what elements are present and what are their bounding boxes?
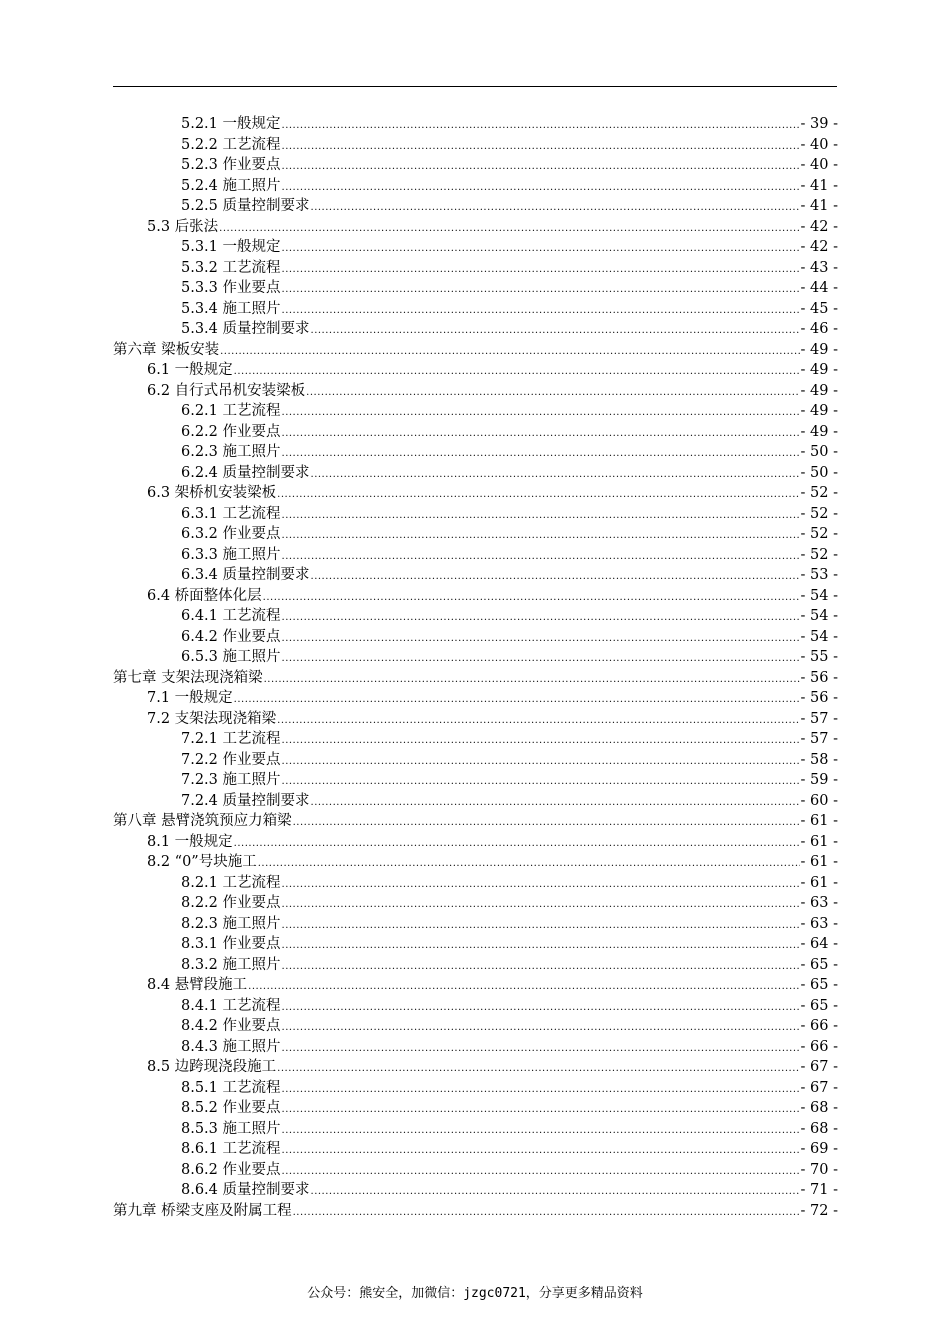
toc-section-entry[interactable] — [113, 217, 838, 238]
toc-section-entry[interactable] — [113, 360, 838, 381]
toc-entry-title: 8.2 “0”号块施工 — [147, 854, 257, 870]
toc-entry-page-number: - 39 - — [800, 116, 838, 132]
toc-subsection-entry[interactable] — [113, 934, 838, 955]
toc-entry-title: 5.3.3 作业要点 — [181, 280, 281, 296]
toc-dot-leader — [282, 1162, 800, 1183]
toc-entry-title: 8.5.2 作业要点 — [181, 1100, 281, 1116]
toc-section-entry[interactable] — [113, 1057, 838, 1078]
toc-entry-page-number: - 61 - — [800, 833, 838, 850]
toc-entry-page-number: - 61 - — [800, 854, 838, 870]
toc-dot-leader — [277, 1059, 799, 1080]
toc-entry-title: 6.3.1 工艺流程 — [181, 505, 281, 522]
toc-dot-leader — [277, 711, 799, 732]
toc-entry-page-number: - 49 - — [800, 403, 838, 419]
toc-entry-page-number: - 70 - — [800, 1161, 838, 1178]
toc-subsection-entry[interactable] — [113, 873, 838, 894]
toc-dot-leader — [277, 485, 799, 506]
toc-entry-title: 8.2.2 作业要点 — [181, 895, 281, 911]
toc-subsection-entry[interactable] — [113, 770, 838, 791]
toc-section-entry[interactable] — [113, 381, 838, 402]
toc-entry-page-number: - 50 - — [800, 444, 838, 460]
toc-entry-page-number: - 54 - — [800, 587, 838, 604]
toc-entry-page-number: - 41 - — [800, 198, 838, 214]
toc-subsection-entry[interactable] — [113, 155, 838, 176]
toc-dot-leader — [282, 649, 800, 670]
toc-subsection-entry[interactable] — [113, 1160, 838, 1181]
toc-entry-title: 6.2.4 质量控制要求 — [181, 464, 310, 481]
toc-entry-page-number: - 71 - — [800, 1182, 838, 1198]
toc-chapter-entry[interactable] — [113, 1201, 838, 1222]
toc-subsection-entry[interactable] — [113, 1139, 838, 1160]
toc-dot-leader — [282, 547, 800, 568]
toc-subsection-entry[interactable] — [113, 791, 838, 812]
toc-entry-title: 5.3.1 一般规定 — [181, 239, 281, 255]
toc-dot-leader — [234, 834, 800, 855]
toc-subsection-entry[interactable] — [113, 114, 838, 135]
toc-subsection-entry[interactable] — [113, 893, 838, 914]
toc-subsection-entry[interactable] — [113, 401, 838, 422]
toc-entry-page-number: - 63 - — [800, 895, 838, 911]
toc-dot-leader — [282, 157, 800, 178]
toc-entry-title: 8.5 边跨现浇段施工 — [147, 1059, 277, 1075]
toc-chapter-entry[interactable] — [113, 811, 838, 832]
toc-dot-leader — [282, 403, 800, 424]
toc-entry-title: 6.2 自行式吊机安装梁板 — [147, 382, 306, 399]
toc-dot-leader — [282, 772, 800, 793]
toc-subsection-entry[interactable] — [113, 299, 838, 320]
toc-entry-page-number: - 42 - — [800, 218, 838, 235]
toc-entry-title: 6.2.3 施工照片 — [181, 444, 281, 460]
toc-entry-title: 8.4.3 施工照片 — [181, 1038, 281, 1055]
toc-entry-page-number: - 40 - — [800, 157, 838, 173]
toc-dot-leader — [282, 957, 800, 978]
toc-dot-leader — [282, 1018, 800, 1039]
toc-entry-title: 8.2.3 施工照片 — [181, 915, 281, 932]
toc-entry-page-number: - 64 - — [800, 936, 838, 952]
toc-subsection-entry[interactable] — [113, 196, 838, 217]
toc-entry-page-number: - 57 - — [800, 731, 838, 747]
toc-entry-title: 8.1 一般规定 — [147, 833, 233, 850]
toc-dot-leader — [282, 875, 800, 896]
toc-section-entry[interactable] — [113, 709, 838, 730]
toc-entry-page-number: - 60 - — [800, 792, 838, 809]
toc-entry-title: 8.4.2 作业要点 — [181, 1018, 281, 1034]
toc-subsection-entry[interactable] — [113, 729, 838, 750]
toc-subsection-entry[interactable] — [113, 647, 838, 668]
toc-entry-title: 7.1 一般规定 — [147, 690, 233, 706]
toc-section-entry[interactable] — [113, 852, 838, 873]
toc-subsection-entry[interactable] — [113, 914, 838, 935]
toc-entry-title: 6.3.2 作业要点 — [181, 526, 281, 542]
toc-entry-page-number: - 49 - — [800, 423, 838, 440]
toc-entry-title: 8.4.1 工艺流程 — [181, 997, 281, 1014]
toc-dot-leader — [282, 936, 800, 957]
toc-entry-title: 8.5.1 工艺流程 — [181, 1079, 281, 1096]
toc-subsection-entry[interactable] — [113, 176, 838, 197]
toc-entry-title: 6.1 一般规定 — [147, 362, 233, 378]
toc-dot-leader — [282, 301, 800, 322]
toc-dot-leader — [248, 977, 799, 998]
toc-entry-title: 5.3 后张法 — [147, 218, 219, 235]
toc-entry-title: 5.2.4 施工照片 — [181, 177, 281, 194]
toc-entry-page-number: - 41 - — [800, 177, 838, 194]
toc-entry-title: 5.3.4 质量控制要求 — [181, 321, 310, 337]
toc-subsection-entry[interactable] — [113, 606, 838, 627]
table-of-contents — [113, 114, 838, 1221]
toc-dot-leader — [282, 1080, 800, 1101]
toc-entry-title: 6.4.1 工艺流程 — [181, 608, 281, 624]
toc-dot-leader — [282, 444, 800, 465]
toc-entry-page-number: - 52 - — [800, 485, 838, 501]
toc-entry-page-number: - 67 - — [800, 1059, 838, 1075]
toc-entry-title: 8.5.3 施工照片 — [181, 1120, 281, 1137]
toc-subsection-entry[interactable] — [113, 565, 838, 586]
toc-dot-leader — [293, 1203, 800, 1224]
toc-entry-title: 第六章 梁板安装 — [113, 341, 220, 358]
toc-subsection-entry[interactable] — [113, 135, 838, 156]
toc-section-entry[interactable] — [113, 975, 838, 996]
toc-entry-page-number: - 66 - — [800, 1018, 838, 1034]
toc-subsection-entry[interactable] — [113, 955, 838, 976]
toc-subsection-entry[interactable] — [113, 545, 838, 566]
toc-dot-leader — [282, 116, 800, 137]
toc-subsection-entry[interactable] — [113, 1180, 838, 1201]
toc-entry-page-number: - 66 - — [800, 1038, 838, 1055]
toc-entry-page-number: - 72 - — [800, 1202, 838, 1219]
toc-subsection-entry[interactable] — [113, 422, 838, 443]
toc-entry-page-number: - 49 - — [800, 341, 838, 358]
toc-entry-title: 6.3 架桥机安装梁板 — [147, 485, 277, 501]
toc-entry-title: 7.2.4 质量控制要求 — [181, 792, 310, 809]
toc-entry-title: 6.4 桥面整体化层 — [147, 587, 262, 604]
toc-dot-leader — [263, 588, 800, 609]
toc-section-entry[interactable] — [113, 483, 838, 504]
toc-subsection-entry[interactable] — [113, 1119, 838, 1140]
toc-section-entry[interactable] — [113, 586, 838, 607]
toc-entry-page-number: - 65 - — [800, 956, 838, 973]
toc-dot-leader — [282, 629, 800, 650]
toc-entry-page-number: - 52 - — [800, 526, 838, 542]
toc-subsection-entry[interactable] — [113, 319, 838, 340]
toc-entry-page-number: - 49 - — [800, 382, 838, 399]
toc-entry-title: 5.2.2 工艺流程 — [181, 136, 281, 153]
toc-entry-title: 8.6.1 工艺流程 — [181, 1141, 281, 1157]
toc-entry-title: 7.2.1 工艺流程 — [181, 731, 281, 747]
toc-dot-leader — [282, 1039, 800, 1060]
toc-entry-page-number: - 54 - — [800, 628, 838, 645]
toc-entry-title: 6.2.2 作业要点 — [181, 423, 281, 440]
header-rule — [113, 86, 837, 87]
toc-entry-title: 5.2.5 质量控制要求 — [181, 198, 310, 214]
toc-dot-leader — [282, 239, 800, 260]
toc-dot-leader — [282, 998, 800, 1019]
toc-entry-title: 第七章 支架法现浇箱梁 — [113, 669, 263, 686]
toc-entry-page-number: - 59 - — [800, 772, 838, 788]
toc-entry-title: 6.3.3 施工照片 — [181, 546, 281, 563]
toc-subsection-entry[interactable] — [113, 1037, 838, 1058]
toc-entry-page-number: - 65 - — [800, 997, 838, 1014]
toc-entry-page-number: - 68 - — [800, 1120, 838, 1137]
toc-entry-page-number: - 54 - — [800, 608, 838, 624]
toc-subsection-entry[interactable] — [113, 1098, 838, 1119]
toc-dot-leader — [311, 321, 800, 342]
toc-entry-page-number: - 63 - — [800, 915, 838, 932]
toc-chapter-entry[interactable] — [113, 340, 838, 361]
toc-entry-page-number: - 69 - — [800, 1141, 838, 1157]
toc-dot-leader — [234, 362, 800, 383]
toc-dot-leader — [219, 219, 799, 240]
toc-entry-page-number: - 68 - — [800, 1100, 838, 1116]
toc-dot-leader — [311, 1182, 800, 1203]
toc-entry-title: 8.3.2 施工照片 — [181, 956, 281, 973]
toc-entry-page-number: - 56 - — [800, 669, 838, 686]
footer-note: 公众号：熊安全，加微信：jzgc0721，分享更多精品资料 — [307, 1286, 643, 1301]
toc-dot-leader — [282, 731, 800, 752]
toc-section-entry[interactable] — [113, 832, 838, 853]
toc-dot-leader — [258, 854, 800, 875]
toc-entry-page-number: - 44 - — [800, 280, 838, 296]
toc-entry-page-number: - 49 - — [800, 362, 838, 378]
toc-dot-leader — [311, 198, 800, 219]
toc-entry-page-number: - 55 - — [800, 649, 838, 665]
toc-entry-title: 5.2.1 一般规定 — [181, 116, 281, 132]
toc-section-entry[interactable] — [113, 688, 838, 709]
toc-entry-page-number: - 52 - — [800, 505, 838, 522]
toc-dot-leader — [282, 526, 800, 547]
toc-dot-leader — [282, 752, 800, 773]
toc-entry-page-number: - 46 - — [800, 321, 838, 337]
toc-dot-leader — [311, 793, 800, 814]
toc-entry-title: 7.2 支架法现浇箱梁 — [147, 710, 277, 727]
toc-dot-leader — [282, 895, 800, 916]
toc-dot-leader — [282, 1100, 800, 1121]
toc-entry-page-number: - 65 - — [800, 977, 838, 993]
toc-entry-page-number: - 42 - — [800, 239, 838, 255]
toc-entry-page-number: - 61 - — [800, 813, 838, 829]
toc-chapter-entry[interactable] — [113, 668, 838, 689]
toc-subsection-entry[interactable] — [113, 504, 838, 525]
toc-entry-page-number: - 40 - — [800, 136, 838, 153]
toc-entry-page-number: - 67 - — [800, 1079, 838, 1096]
toc-dot-leader — [282, 260, 800, 281]
toc-subsection-entry[interactable] — [113, 996, 838, 1017]
toc-entry-title: 5.3.4 施工照片 — [181, 300, 281, 317]
toc-entry-title: 7.2.2 作业要点 — [181, 751, 281, 768]
toc-entry-title: 8.6.4 质量控制要求 — [181, 1182, 310, 1198]
toc-entry-title: 6.5.3 施工照片 — [181, 649, 281, 665]
toc-subsection-entry[interactable] — [113, 524, 838, 545]
toc-entry-title: 第九章 桥梁支座及附属工程 — [113, 1202, 292, 1219]
toc-entry-page-number: - 45 - — [800, 300, 838, 317]
toc-subsection-entry[interactable] — [113, 442, 838, 463]
toc-dot-leader — [282, 137, 800, 158]
toc-entry-page-number: - 52 - — [800, 546, 838, 563]
toc-dot-leader — [282, 608, 800, 629]
toc-entry-title: 第八章 悬臂浇筑预应力箱梁 — [113, 813, 292, 829]
toc-dot-leader — [282, 916, 800, 937]
toc-dot-leader — [234, 690, 800, 711]
toc-dot-leader — [282, 424, 800, 445]
toc-dot-leader — [282, 178, 800, 199]
toc-entry-page-number: - 56 - — [800, 690, 838, 706]
toc-dot-leader — [282, 1141, 800, 1162]
toc-entry-page-number: - 43 - — [800, 259, 838, 276]
toc-dot-leader — [264, 670, 800, 691]
toc-entry-title: 6.3.4 质量控制要求 — [181, 567, 310, 583]
toc-entry-page-number: - 53 - — [800, 567, 838, 583]
toc-entry-page-number: - 58 - — [800, 751, 838, 768]
toc-subsection-entry[interactable] — [113, 258, 838, 279]
toc-dot-leader — [311, 567, 800, 588]
toc-subsection-entry[interactable] — [113, 278, 838, 299]
toc-entry-title: 5.3.2 工艺流程 — [181, 259, 281, 276]
toc-entry-page-number: - 57 - — [800, 710, 838, 727]
toc-dot-leader — [306, 383, 799, 404]
toc-entry-title: 7.2.3 施工照片 — [181, 772, 281, 788]
toc-dot-leader — [311, 465, 800, 486]
toc-subsection-entry[interactable] — [113, 627, 838, 648]
toc-dot-leader — [220, 342, 799, 363]
toc-subsection-entry[interactable] — [113, 237, 838, 258]
toc-entry-page-number: - 61 - — [800, 874, 838, 891]
toc-entry-title: 8.4 悬臂段施工 — [147, 977, 248, 993]
toc-dot-leader — [293, 813, 800, 834]
toc-entry-title: 8.6.2 作业要点 — [181, 1161, 281, 1178]
toc-entry-title: 6.2.1 工艺流程 — [181, 403, 281, 419]
toc-subsection-entry[interactable] — [113, 1078, 838, 1099]
toc-subsection-entry[interactable] — [113, 1016, 838, 1037]
toc-entry-title: 8.2.1 工艺流程 — [181, 874, 281, 891]
toc-entry-page-number: - 50 - — [800, 464, 838, 481]
toc-entry-title: 6.4.2 作业要点 — [181, 628, 281, 645]
toc-dot-leader — [282, 280, 800, 301]
toc-dot-leader — [282, 506, 800, 527]
toc-subsection-entry[interactable] — [113, 463, 838, 484]
toc-dot-leader — [282, 1121, 800, 1142]
toc-subsection-entry[interactable] — [113, 750, 838, 771]
toc-entry-title: 8.3.1 作业要点 — [181, 936, 281, 952]
toc-entry-title: 5.2.3 作业要点 — [181, 157, 281, 173]
